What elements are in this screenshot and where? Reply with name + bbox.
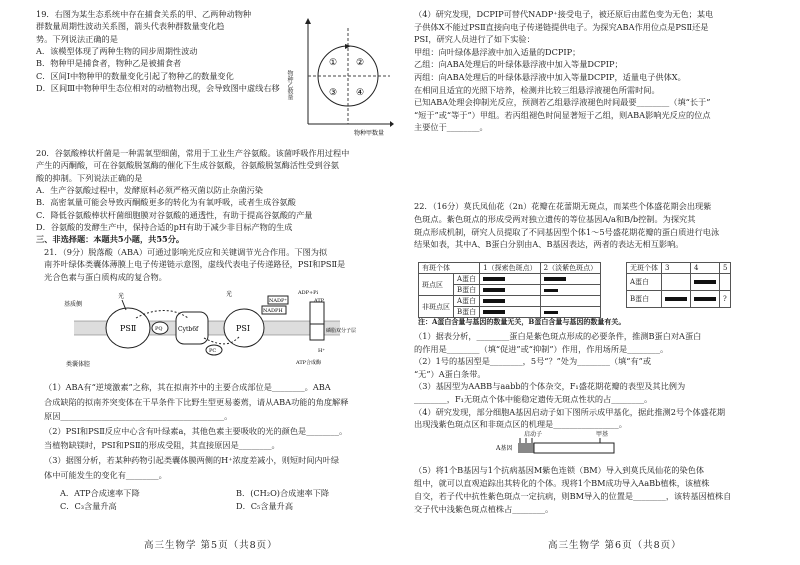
q19-line: B．物种甲是捕食者，物种乙是被捕食者 — [36, 58, 182, 69]
q21-line: 体中可能发生的变化有________。 — [44, 469, 167, 480]
q22-line: （3）基因型为AABB与aabb的个体杂交，F₁盛花期花瓣的表型及其比例为 — [414, 381, 686, 392]
a-gene-promoter-diagram — [496, 428, 626, 458]
graph-ylabel: 物种乙数量 — [286, 70, 293, 100]
q22-5-line: 交子代中浅紫色斑点植株占________。 — [414, 504, 554, 514]
quadrant-2: ② — [356, 58, 365, 68]
svg-text:类囊体腔: 类囊体腔 — [66, 361, 91, 368]
svg-text:Cytb6f: Cytb6f — [178, 326, 199, 333]
quadrant-1: ① — [329, 58, 338, 68]
q21-line: 原因________________________________________。 — [44, 411, 233, 422]
q21-option: C．C₃含量升高 — [60, 501, 117, 511]
q21-4-line: “短于”或“等于”）甲组。若丙组褪色时间显著短于乙组，则ABA影响光反应的位点 — [414, 109, 711, 120]
q21-4-line: 主要位于________。 — [414, 122, 488, 133]
page-footer-left: 高三生物学 第5页（共8页） — [144, 540, 278, 551]
thylakoid-electron-transport-diagram — [64, 288, 364, 370]
q19-line: 19．右图为某生态系统中存在捕食关系的甲、乙两种动物种 — [36, 9, 252, 19]
q22-line: 色斑点。紫色斑点的形成受两对独立遗传的等位基因A/a和B/b控制。为探究其 — [414, 213, 696, 224]
q19-line: C．区间Ⅰ中物种甲的数量变化引起了物种乙的数量变化 — [36, 70, 234, 81]
section-3-heading: 三、非选择题：本题共5小题，共55分。 — [36, 234, 185, 244]
svg-text:A基因: A基因 — [496, 445, 513, 452]
q20-line: 产生的丙酮酸，可在谷氨酸脱氢酶的催化下生成谷氨酸，谷氨酸脱氢酶活性受到谷氨 — [36, 160, 339, 171]
protein-table-spotted: 有斑个体 1（探索色斑点） 2（淡紫色斑点） 斑点区 A蛋白 B蛋白 非斑点区 A蛋白 B蛋白 — [418, 262, 601, 318]
q21-line: 合成缺陷的拟南芥突变体在干旱条件下比野生型更易萎蔫，请从ABA功能的角度解释 — [44, 396, 349, 407]
svg-text:ATP合成酶: ATP合成酶 — [296, 360, 322, 366]
protein-table-unspotted: 无斑个体 3 4 5 A蛋白 B蛋白 ? — [626, 262, 731, 308]
q20-line: A．生产谷氨酸过程中，发酵原料必须严格灭菌以防止杂菌污染 — [36, 184, 263, 195]
q22-line: 出现浅紫色斑点区和非斑点区的机理是________________。 — [414, 419, 627, 430]
quadrant-3: ③ — [329, 88, 338, 98]
right-page — [400, 0, 800, 565]
q22-line: 22．（16分）莫氏凤仙花（2n）花瓣在花蕾期无斑点，而某些个体盛花期会出现紫 — [414, 201, 712, 211]
q19-line: A．该模型体现了两种生物的同步周期性波动 — [36, 45, 198, 56]
q21-line: （1）ABA有“逆境激素”之称，其在拟南芥中的主要合成部位是________。ABA — [44, 382, 331, 392]
q21-4-line: 丙组：向ABA处理后的叶绿体悬浮液中加入等量DCPIP，适量电子供体X。 — [414, 72, 686, 82]
q22-line: 结果如表，其中A、B蛋白分别由A、B基因表达，两者的表达无相互影响。 — [414, 239, 684, 250]
graph-xlabel: 物种甲数量 — [354, 130, 385, 136]
q22-line: （2）1号的基因型是________，5号“？”处为________（填“有”或 — [414, 356, 652, 367]
q21-option: B．(CH₂O)合成速率下降 — [236, 488, 330, 498]
q22-5-line: 自交，若子代中抗性紫色斑点一定抗病，则BM导入的位置是________，该转基因植株自 — [414, 491, 732, 501]
q22-5-line: （5）将1个B基因与1个抗病基因M紫色连锁（BM）导入到莫氏凤仙花的染色体 — [414, 465, 705, 475]
svg-text:PC: PC — [209, 348, 217, 354]
svg-text:ATP: ATP — [314, 298, 325, 304]
q22-line: （1）据表分析，________蛋白是紫色斑点形成的必要条件，推测B蛋白对A蛋白 — [414, 331, 702, 341]
q20-line: 酸的抑制。下列说法正确的是 — [36, 172, 143, 183]
q21-4-line: （4）研究发现，DCPIP可替代NADP⁺接受电子，被还原后由蓝色变为无色；某电 — [414, 9, 714, 19]
q22-5-line: 组中，就可以直观追踪出其转化的个体。现将1个BM成功导入AaBb植株，该植株 — [414, 478, 710, 488]
q20-line: C．降低谷氨酸棒状杆菌细胞膜对谷氨酸的通透性，有助于提高谷氨酸的产量 — [36, 209, 313, 220]
q21-4-line: 在相同且适宜的光照下培养，检测并比较三组悬浮液褪色所需时间。 — [414, 84, 660, 95]
q21-4-line: 甲组：向叶绿体悬浮液中加入适量的DCPIP； — [414, 46, 581, 57]
q22-line: 的作用是________（填“促进”或“抑制”）作用，作用场所是________。 — [414, 343, 669, 354]
q22-line: ________，F₁无斑点个体中能稳定遗传无斑点性状的占________。 — [414, 394, 653, 404]
q21-line: 21．（9分）脱落酸（ABA）可通过影响光反应和关键调节光合作用。下图为拟 — [44, 247, 328, 257]
svg-text:光: 光 — [226, 291, 233, 298]
q21-4-line: 子供体X不能过PSⅡ直接向电子传递链提供电子。为探究ABA作用位点是PSⅡ还是 — [414, 21, 709, 32]
q22-line: 斑点形成机制，研究人员提取了不同基因型个体1～5号盛花期花瓣的蛋白质进行电泳 — [414, 226, 720, 237]
q21-line: （3）据图分析，若某种药物引起类囊体膜两侧的H⁺浓度差减小，则短时间内叶绿 — [44, 455, 340, 465]
q21-line: （2）PSⅠ和PSⅡ反应中心含有叶绿素a，其他色素主要吸收的光的颜色是________。 — [44, 425, 348, 436]
q20-line: B．高密氧量可能会导致丙酮酸更多的转化为有氧呼吸，或者生成谷氨酸 — [36, 197, 296, 208]
svg-text:光: 光 — [118, 293, 125, 300]
svg-text:启动子: 启动子 — [524, 431, 543, 438]
q21-line: 当植物缺镁时，PSⅠ和PSⅡ的形成受阻，其直接原因是________。 — [44, 440, 280, 451]
q21-option: D．C₅含量升高 — [236, 501, 294, 511]
quadrant-4: ④ — [356, 88, 365, 98]
q21-line: 南芥叶绿体类囊体薄膜上电子传递链示意图，虚线代表电子传递路径，PSⅠ和PSⅡ是 — [44, 259, 346, 270]
table-note: 注：A蛋白含量与基因的数量无关，B蛋白含量与基因的数量有关。 — [418, 317, 626, 326]
svg-text:甲基: 甲基 — [596, 431, 609, 438]
q21-4-line: 已知ABA处理会抑制光反应，预测若乙组悬浮液褪色时间最要________（填“长于” — [414, 97, 711, 108]
q19-line: 势。下列说法正确的是 — [36, 33, 118, 44]
q19-line: 群数量周期性波动关系图，箭头代表种群数量变化趋 — [36, 21, 225, 32]
svg-text:PQ: PQ — [155, 326, 163, 332]
q22-line: “无”）A蛋白条带。 — [414, 368, 486, 379]
svg-text:ADP+Pi: ADP+Pi — [298, 290, 319, 296]
q20-line: 20．谷氨酸棒状杆菌是一种需氧型细菌，常用于工业生产谷氨酸。该菌呼吸作用过程中 — [36, 148, 350, 158]
q19-population-graph — [294, 18, 394, 136]
q21-4-line: 乙组：向ABA处理后的叶绿体悬浮液中加入等量DCPIP； — [414, 59, 623, 70]
q21-option: A．ATP合成速率下降 — [60, 488, 140, 498]
q22-line: （4）研究发现，部分细胞A基因启动子如下图所示成甲基化，据此推测2号个体盛花期 — [414, 406, 726, 417]
svg-text:NADPH: NADPH — [263, 308, 283, 314]
page-footer-right: 高三生物学 第6页（共8页） — [548, 540, 682, 551]
q21-line: 光合色素与蛋白质构成的复合物。 — [44, 271, 167, 282]
svg-text:NADP⁺: NADP⁺ — [269, 298, 287, 304]
q20-line: D．谷氨酸的发酵生产中，保持合适的pH有助于减少非目标产物的生成 — [36, 221, 293, 232]
q19-line: D．区间Ⅲ中物种甲生态位相对的动植物出现，会导致图中虚线右移 — [36, 82, 280, 93]
svg-text:PSⅡ: PSⅡ — [120, 324, 137, 333]
q21-4-line: PSⅠ，研究人员进行了如下实验： — [414, 34, 535, 45]
svg-text:磷脂双分子层: 磷脂双分子层 — [326, 328, 357, 334]
svg-text:H⁺: H⁺ — [318, 348, 325, 354]
svg-text:PSⅠ: PSⅠ — [236, 324, 251, 333]
svg-text:基质侧: 基质侧 — [64, 301, 83, 308]
